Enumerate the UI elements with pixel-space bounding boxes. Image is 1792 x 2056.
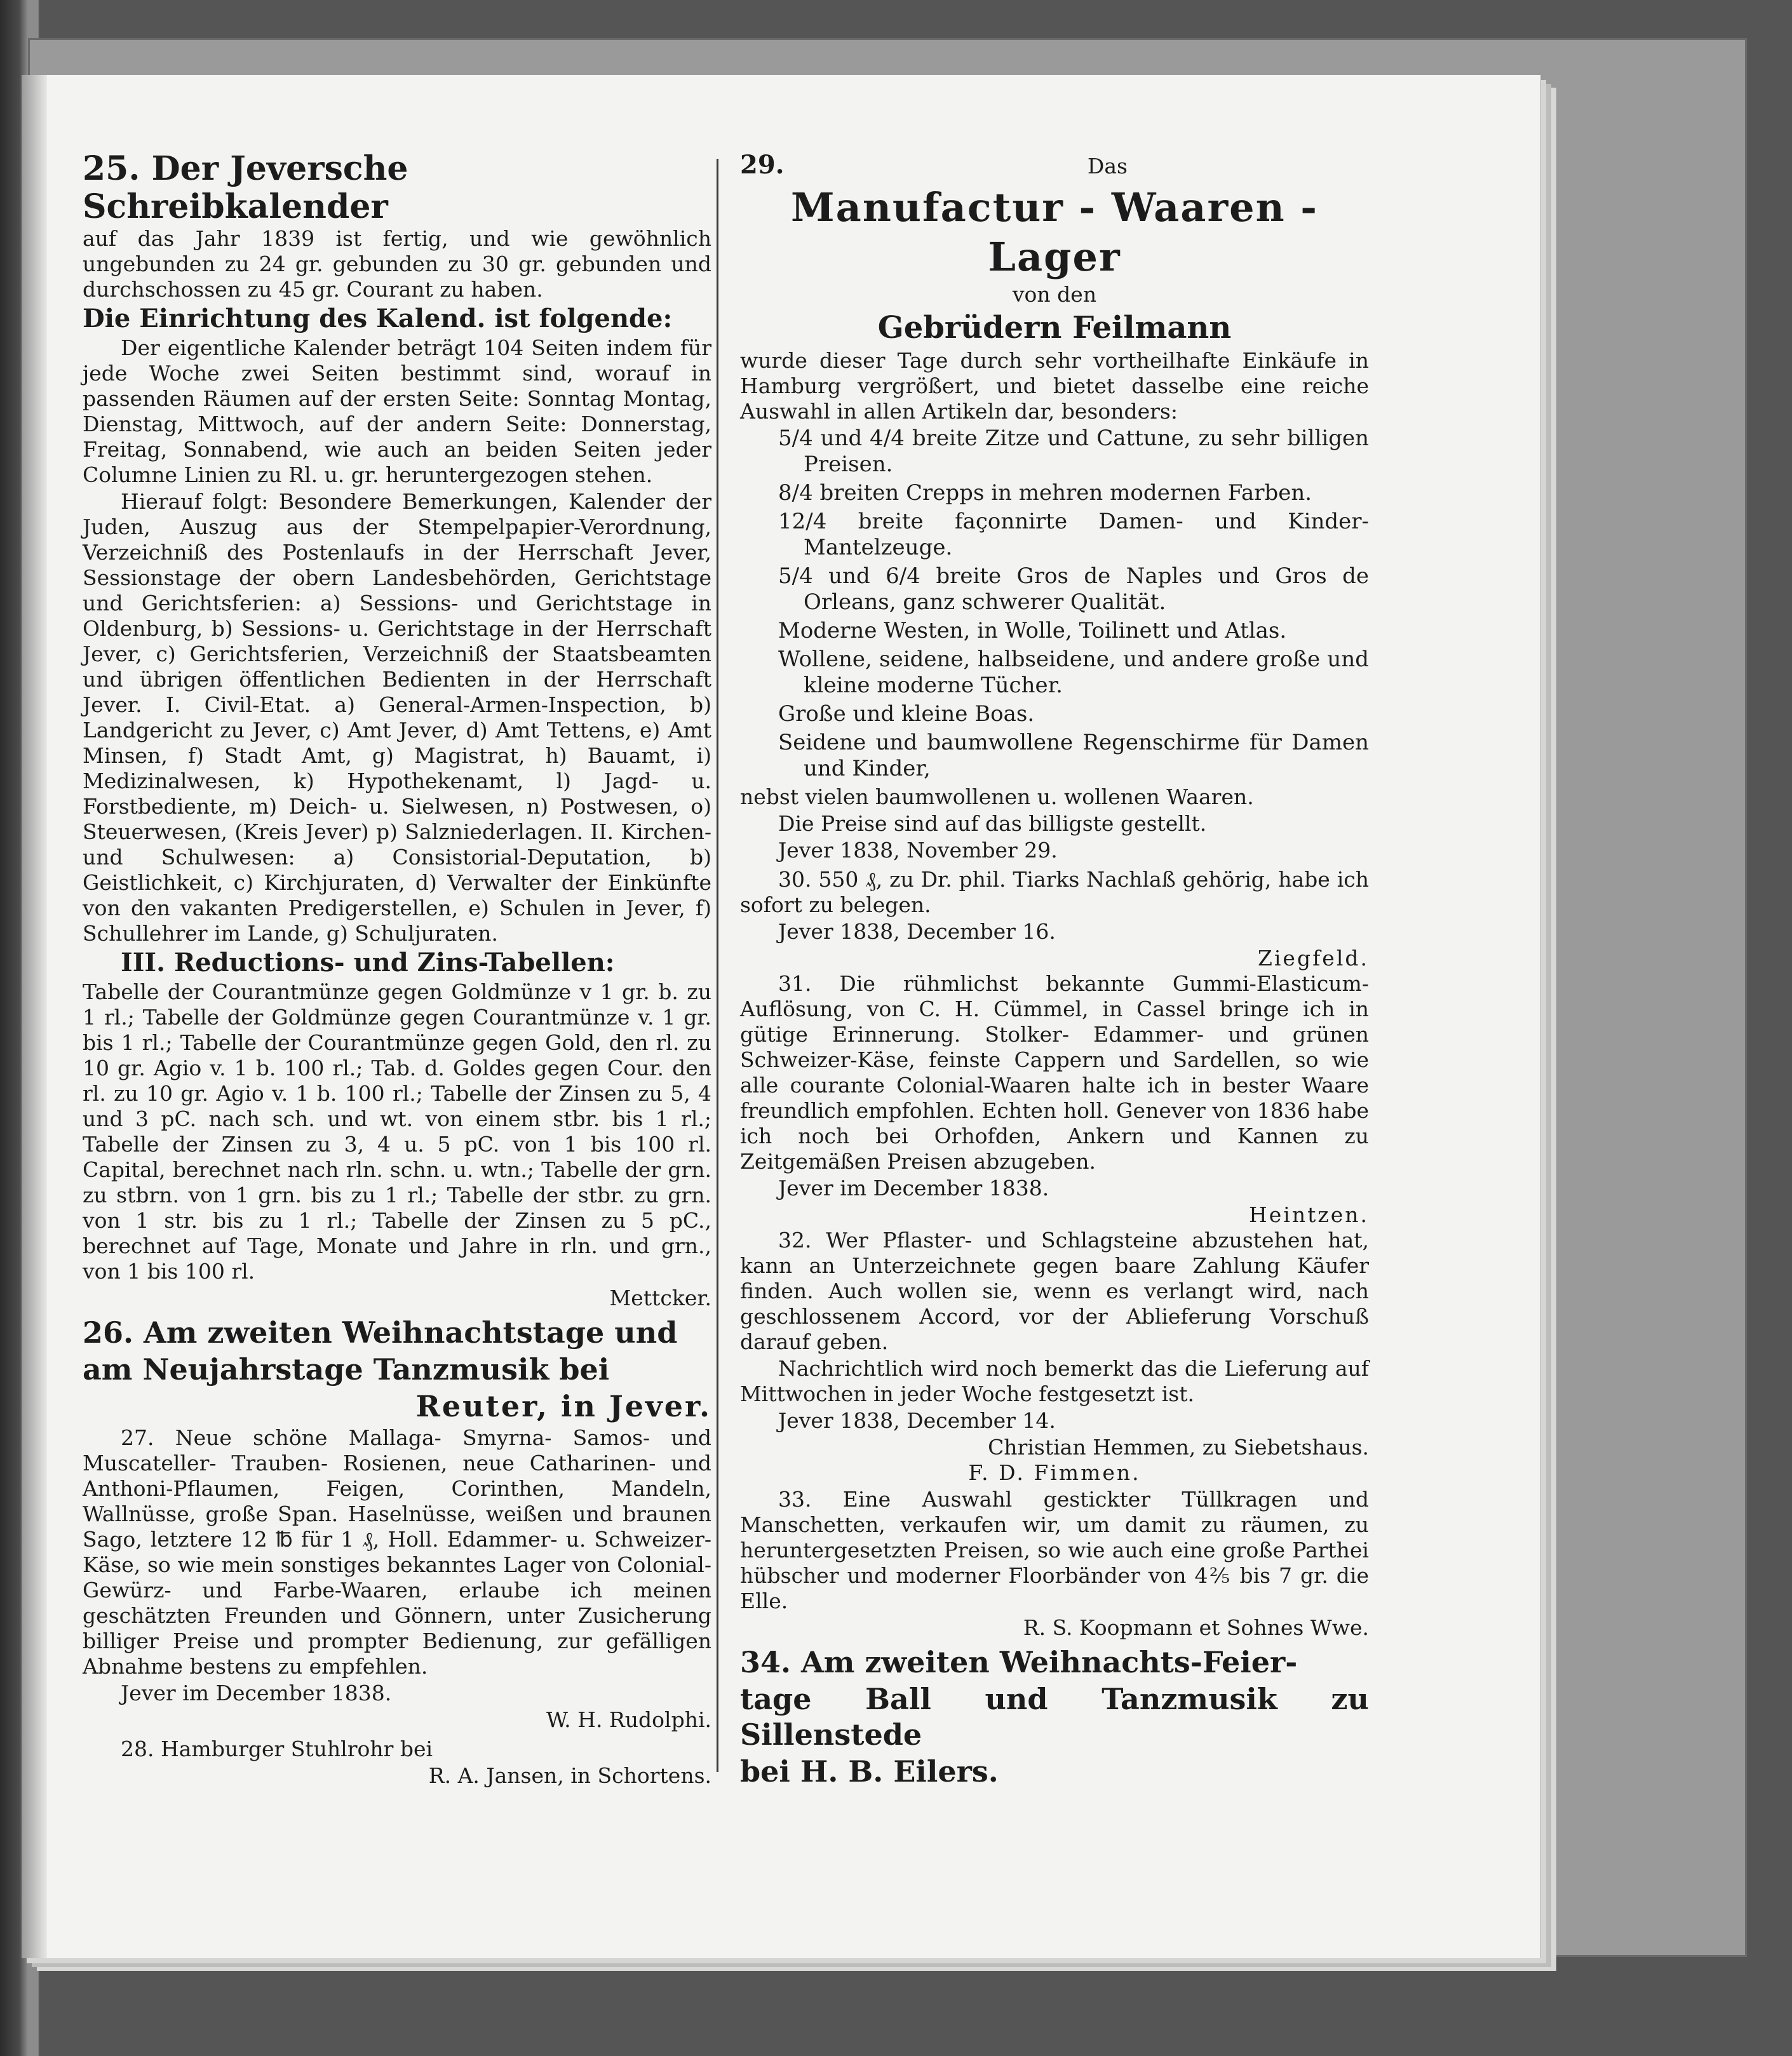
ad25-contents: Hierauf folgt: Besondere Bemerkungen, Kalender der Juden, Auszug aus der Stempelpapier-Verordnung, Verzeichniß des Postenlaufs in der Herrschaft Jever, Sessionstage der obern Landesbehörden, Gerichtstage und Gerichtsferien: a) Sessions- und Gerichtstage in Oldenburg, b) Sessions- u. Gerichtstage in der Herrschaft Jever, c) Gerichtsferien, Verzeichniß der Staatsbeamten und übrigen öffentlichen Bedienten in der Herrschaft Jever. I. Civil-Etat. a) General-Armen-Inspection, b) Landgericht zu Jever, c) Amt Jever, d) Amt Tettens, e) Amt Minsen, f) Stadt Amt, g) Magistrat, h) Bauamt, i) Medizinalwesen, k) Hypothekenamt, l) Jagd- u. Forstbediente, m) Deich- u. Sielwesen, n) Postwesen, o) Steuerwesen, (Kreis Jever) p) Salzniederlagen. II. Kirchen- und Schulwesen: a) Consistorial-Deputation, b) Geistlichkeit, c) Kirchjuraten, d) Verwalter der Einkünfte von den vakanten Predigerstellen, e) Schulen in Jever, f) Schullehrer im Lande, g) Schuljuraten. [83,489,711,946]
ad31-text: 31. Die rühmlichst bekannte Gummi-Elasticum-Auflösung, von C. H. Cümmel, in Cassel bringe ich in gütige Erinnerung. Stolker- Edammer- und grünen Schweizer-Käse, feinste Cappern und Sardellen, so wie alle courante Colonial-Waaren halte ich in bester Waare freundlich empfohlen. Echten holl. Genever von 1836 habe ich noch bei Orhofden, Ankern und Kannen zu Zeitgemäßen Preisen abzugeben. [740,971,1369,1174]
ad32-signature-1: Christian Hemmen, zu Siebetshaus. [988,1435,1369,1460]
ad32-signature-2: F. D. Fimmen. [968,1460,1141,1485]
ad29-item: 5/4 und 4/4 breite Zitze und Cattune, zu sehr billigen Preisen. [778,426,1369,477]
ad31-signature: Heintzen. [1248,1202,1369,1227]
ad26-line2: am Neujahrstage Tanzmusik bei [83,1352,610,1387]
ad26-line1: 26. Am zweiten Weihnachtstage und [83,1315,678,1350]
ad28-text: 28. Hamburger Stuhlrohr bei [121,1737,433,1761]
ad26-line3: Reuter, in Jever. [415,1389,711,1423]
ad29-date: Jever 1838, November 29. [778,838,1058,863]
ad28-signature: R. A. Jansen, in Schortens. [428,1763,711,1788]
ad25-subheading: Die Einrichtung des Kalend. ist folgende: [83,304,673,333]
ad25-heading: 25. Der Jeversche Schreibkalender [83,149,408,226]
ad29-number: 29. [740,150,785,180]
ad34-line2: tage Ball und Tanzmusik zu Sillenstede [740,1682,1369,1752]
right-column [740,150,1369,1791]
page-gutter [22,75,47,1958]
ad29-item: 12/4 breite façonnirte Damen- und Kinder-Mantelzeuge. [778,509,1369,560]
column-divider [717,159,718,1772]
ad27-date: Jever im December 1838. [121,1681,392,1705]
ad29-heading: Manufactur - Waaren - Lager [791,184,1318,280]
ad33-signature: R. S. Koopmann et Sohnes Wwe. [1023,1615,1369,1640]
left-column [83,150,711,1789]
ad29-item: Wollene, seidene, halbseidene, und andere große und kleine moderne Tücher. [778,647,1369,698]
ad29-nebst: nebst vielen baumwollenen u. wollenen Waaren. [740,784,1254,809]
ad29-item: 5/4 und 6/4 breite Gros de Naples und Gros de Orleans, ganz schwerer Qualität. [778,563,1369,615]
ad32-date: Jever 1838, December 14. [778,1408,1056,1433]
ad27-text: 27. Neue schöne Mallaga- Smyrna- Samos- und Muscateller- Trauben- Rosienen, neue Catharinen- und Anthoni-Pflaumen, Feigen, Corinthen, Mandeln, Wallnüsse, große Span. Haselnüsse, weißen und braunen Sago, letztere 12 ℔ für 1 ₰, Holl. Edammer- u. Schweizer-Käse, so wie mein sonstiges bekanntes Lager von Colonial- Gewürz- und Farbe-Waaren, erlaube ich meinen geschätzten Freunden und Gönnern, unter Zusicherung billiger Preise und prompter Bedienung, zur gefälligen Abnahme bestens zu empfehlen. [83,1425,711,1679]
ad25-tables-heading: III. Reductions- und Zins-Tabellen: [121,948,615,978]
ad25-intro: auf das Jahr 1839 ist fertig, und wie gewöhnlich ungebunden zu 24 gr. gebunden zu 30 gr. gebunden und durchschossen zu 45 gr. Courant zu haben. [83,226,711,302]
ad30-text: 30. 550 ₰, zu Dr. phil. Tiarks Nachlaß gehörig, habe ich sofort zu belegen. [740,867,1369,917]
ad30-date: Jever 1838, December 16. [778,919,1056,944]
ad25-signature: Mettcker. [609,1286,711,1310]
ad29-firm: Gebrüdern Feilmann [877,310,1232,346]
ad27-signature: W. H. Rudolphi. [546,1707,711,1732]
ad30-signature: Ziegfeld. [1257,946,1369,971]
ad29-top-line [740,150,1369,180]
ad31-date: Jever im December 1838. [778,1176,1049,1200]
ad32-text: 32. Wer Pflaster- und Schlagsteine abzustehen hat, kann an Unterzeichnete gegen baare Zahlung Käufer finden. Auch wollen sie, wenn es verlangt wird, nach geschlossenem Accord, vor der Ablieferung Vorschuß darauf geben. [740,1228,1369,1354]
ad25-tables: Tabelle der Courantmünze gegen Goldmünze v 1 gr. b. zu 1 rl.; Tabelle der Goldmünze gegen Courantmünze v. 1 gr. bis 1 rl.; Tabelle der Courantmünze gegen Gold, den rl. zu 10 gr. Agio v. 1 b. 100 rl.; Tab. d. Goldes gegen Cour. den rl. zu 10 gr. Agio v. 1 b. 100 rl.; Tabelle der Zinsen zu 5, 4 und 3 pC. nach sch. und wt. von einem stbr. bis 1 rl.; Tabelle der Zinsen zu 3, 4 u. 5 pC. von 1 bis 100 rl. Capital, berechnet nach rln. schn. u. wtn.; Tabelle der grn. zu stbrn. von 1 grn. bis zu 1 rl.; Tabelle der stbr. zu grn. von 1 str. bis zu 1 rl.; Tabelle der Zinsen zu 5 pC., berechnet auf Tage, Monate und Jahre in rln. und grn., von 1 bis 100 rl. [83,979,711,1284]
ad34-line1: 34. Am zweiten Weihnachts-Feier- [740,1645,1298,1679]
ad29-von-den: von den [1012,282,1097,307]
ad29-das: Das [1087,154,1128,178]
ad25-calendar-desc: Der eigentliche Kalender beträgt 104 Seiten indem für jede Woche zwei Seiten bestimmt sind, worauf in passenden Räumen auf der ersten Seite: Sonntag Montag, Dienstag, Mittwoch, auf der andern Seite: Donnerstag, Freitag, Sonnabend, wie auch an beiden Seiten jeder Columne Linien zu Rl. u. gr. heruntergezogen stehen. [83,335,711,487]
ad29-item: 8/4 breiten Crepps in mehren modernen Farben. [778,480,1312,506]
ad32-note: Nachrichtlich wird noch bemerkt das die Lieferung auf Mittwochen in jeder Woche festgesetzt ist. [740,1356,1369,1406]
ad33-text: 33. Eine Auswahl gestickter Tüllkragen und Manschetten, verkaufen wir, um damit zu räumen, zu heruntergesetzten Preisen, so wie auch eine große Parthei hübscher und moderner Floorbänder von 4⅖ bis 7 gr. die Elle. [740,1487,1369,1613]
ad29-item: Moderne Westen, in Wolle, Toilinett und Atlas. [778,618,1287,643]
ad29-item: Große und kleine Boas. [778,701,1035,727]
ad34-line3: bei H. B. Eilers. [740,1754,999,1789]
ad29-intro: wurde dieser Tage durch sehr vortheilhafte Einkäufe in Hamburg vergrößert, und bietet dasselbe eine reiche Auswahl in allen Artikeln dar, besonders: [740,348,1369,424]
ad29-item: Seidene und baumwollene Regenschirme für Damen und Kinder, [778,730,1369,781]
ad29-prices: Die Preise sind auf das billigste gestellt. [778,811,1207,836]
